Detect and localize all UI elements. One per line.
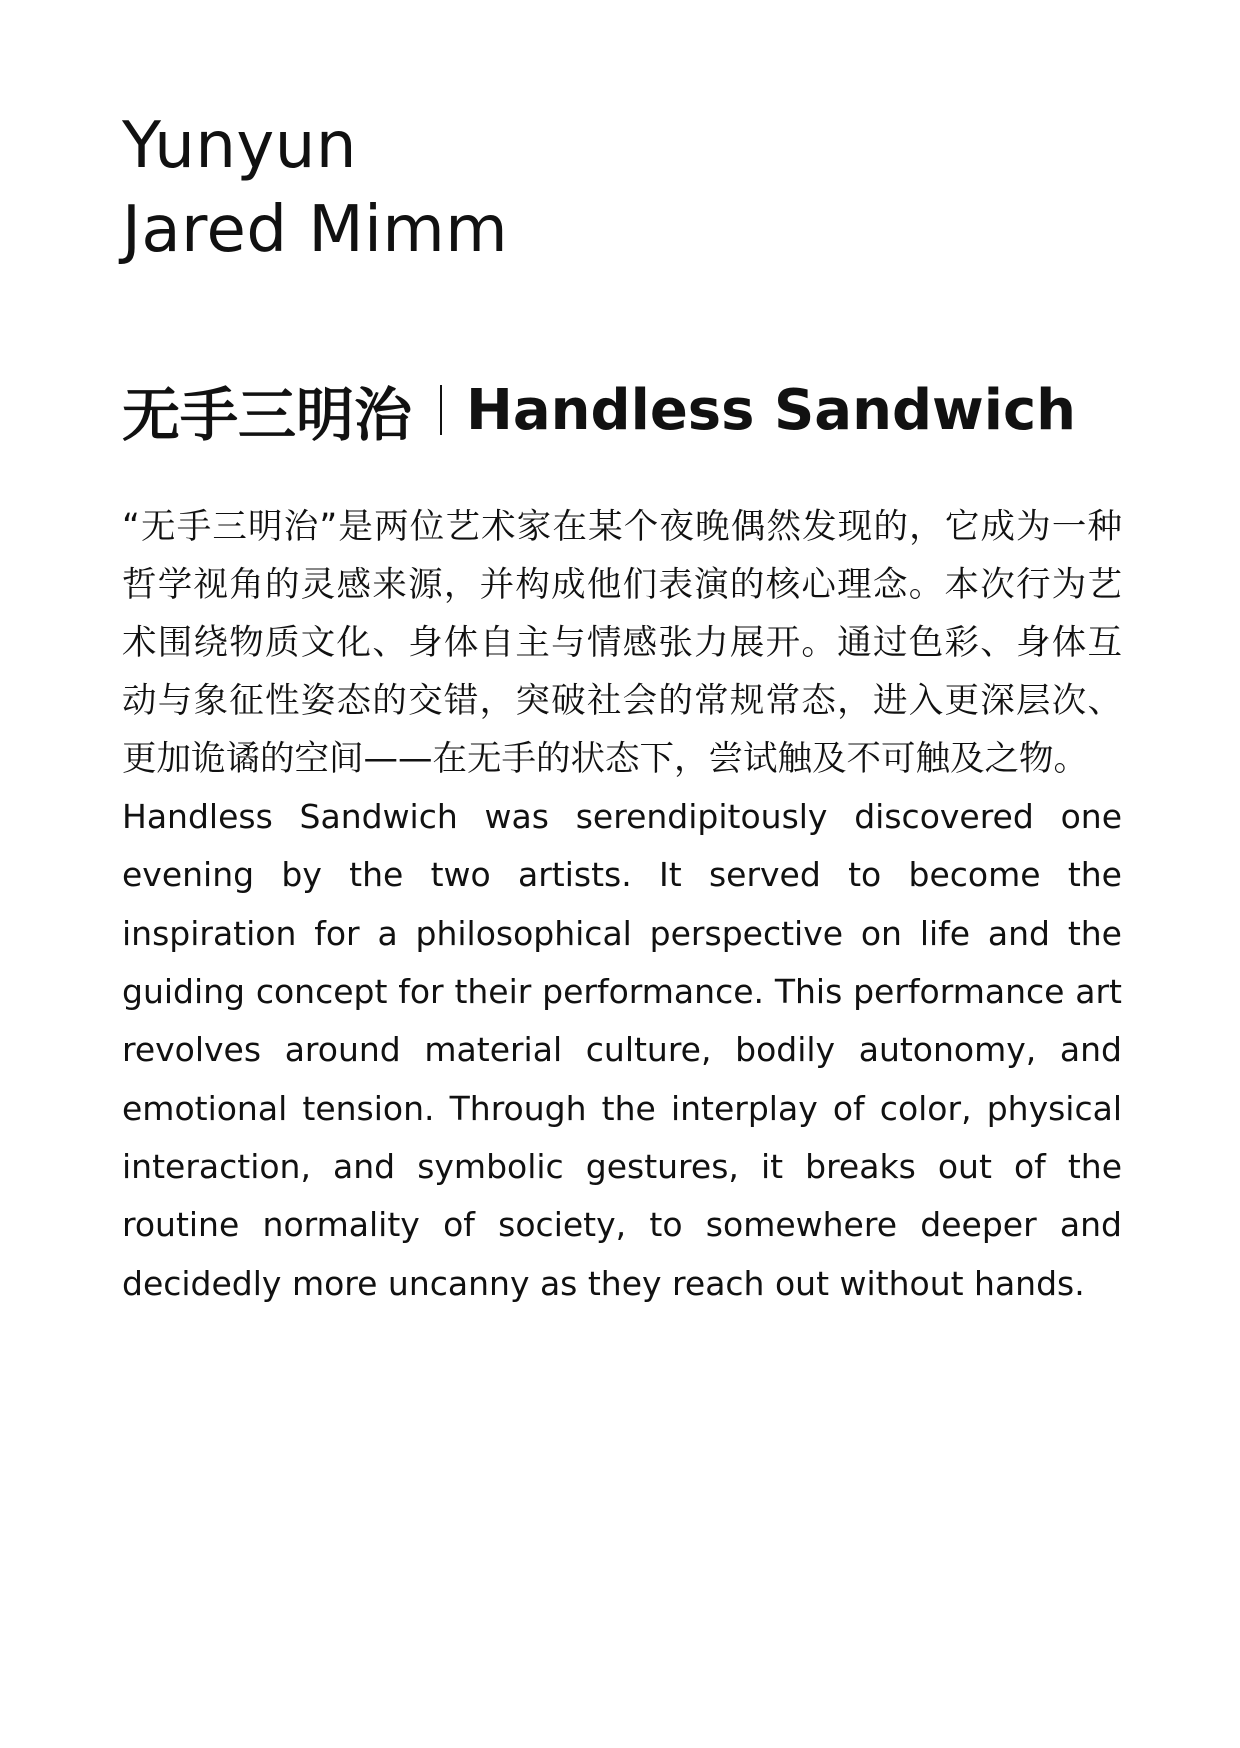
artist-name-2: Jared Mimm	[122, 193, 509, 267]
description-chinese: “无手三明治”是两位艺术家在某个夜晚偶然发现的，它成为一种哲学视角的灵感来源，并构成他们表演的核心理念。本次行为艺术围绕物质文化、身体自主与情感张力展开。通过色彩、身体互动与象征性姿态的交错，突破社会的常规常态，进入更深层次、更加诡谲的空间——在无手的状态下，尝试触及不可触及之物。	[122, 507, 1122, 780]
work-title	[122, 370, 1122, 450]
description-english: Handless Sandwich was serendipitously discovered one evening by the two artists. It served to become the inspiration for a philosophical perspective on life and the guiding concept for their performance. This performance art revolves around material culture, bodily autonomy, and emotional tension. Through the interplay of color, physical interaction, and symbolic gestures, it breaks out of the routine normality of society, to somewhere deeper and decidedly more uncanny as they reach out without hands.	[122, 797, 1122, 1303]
work-title-english: Handless Sandwich	[466, 377, 1077, 443]
artist-name-1: Yunyun	[122, 109, 357, 183]
title-separator	[440, 385, 442, 435]
work-title-chinese: 无手三明治	[122, 381, 413, 449]
artist-names	[122, 104, 1122, 272]
